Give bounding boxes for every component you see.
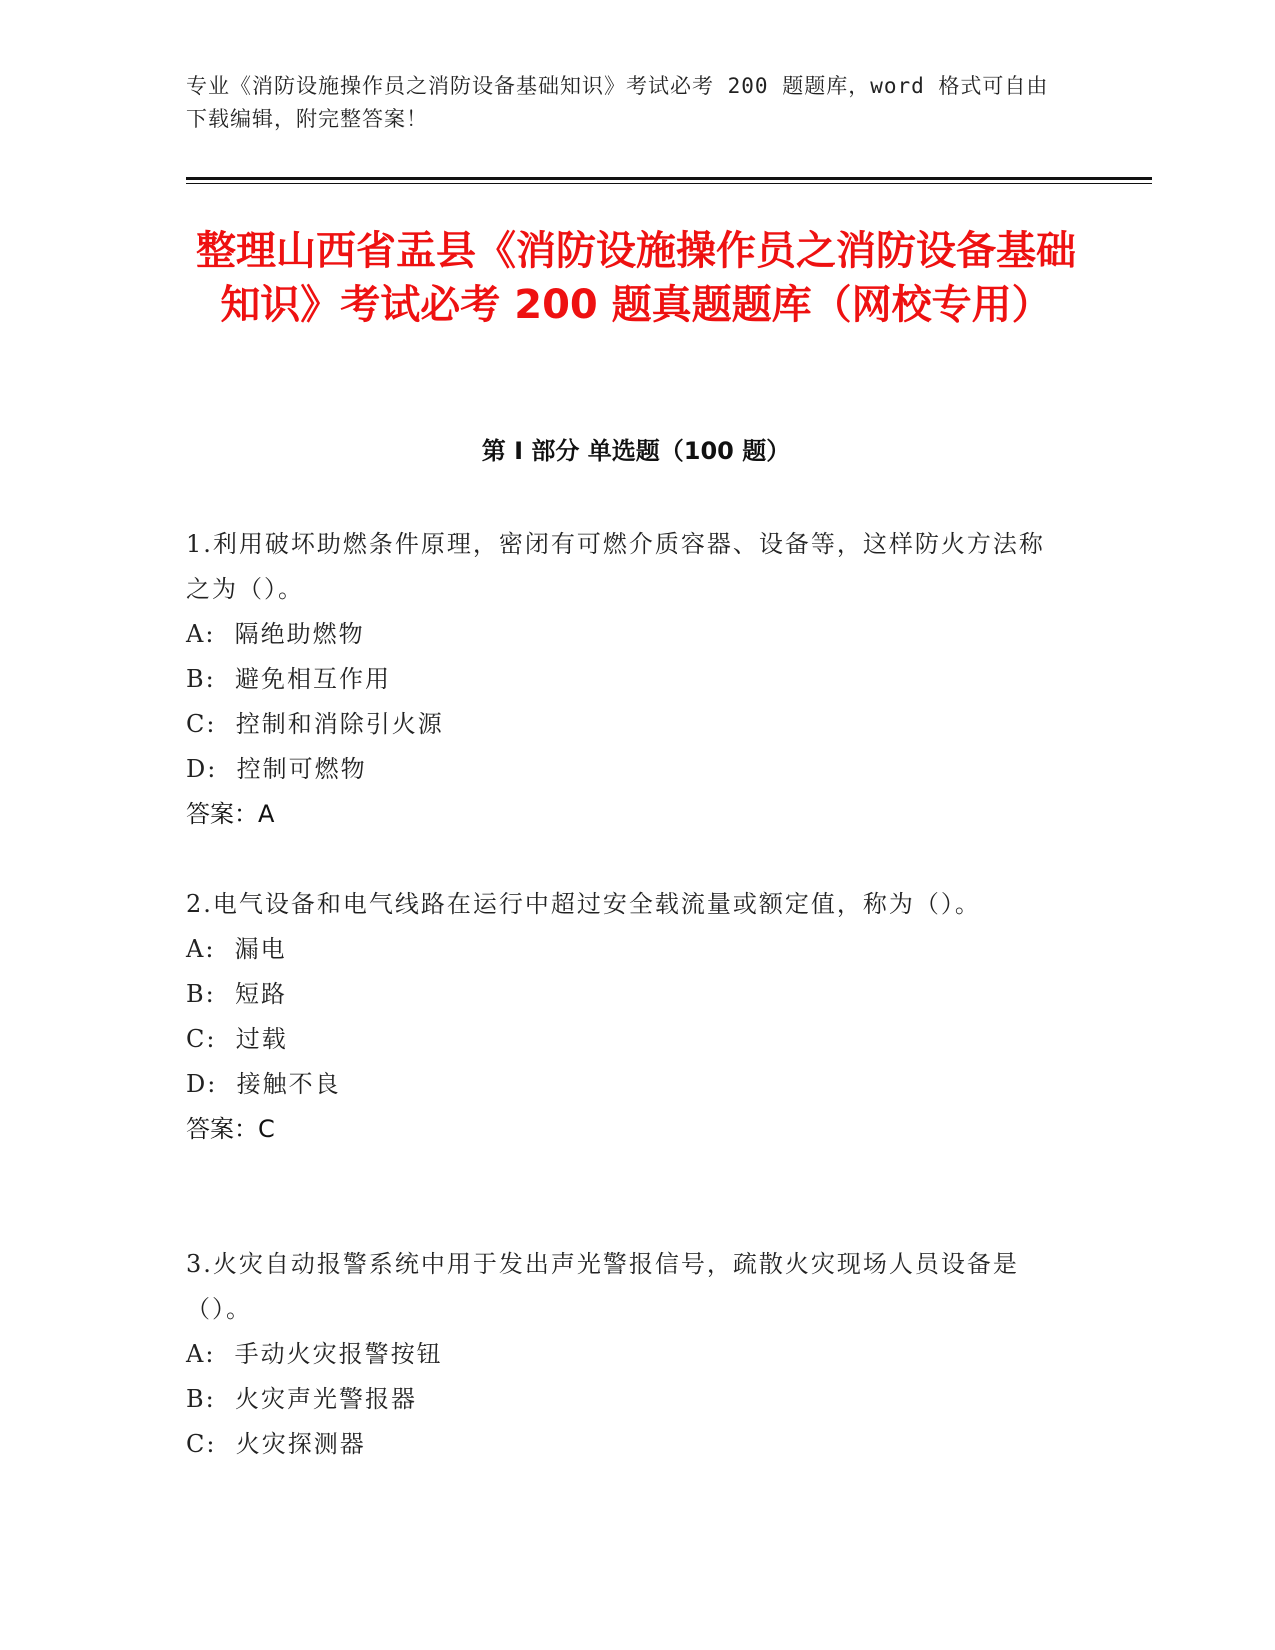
question-3-option-b: B: 火灾声光警报器 xyxy=(186,1385,417,1413)
question-2 xyxy=(186,882,1066,1152)
question-3-option-c: C: 火灾探测器 xyxy=(186,1430,366,1458)
question-2-option-a: A: 漏电 xyxy=(186,935,287,963)
question-1-answer: 答案：A xyxy=(186,800,275,828)
header-note: 专业《消防设施操作员之消防设备基础知识》考试必考 200 题题库，word 格式可自由下载编辑，附完整答案！ xyxy=(186,74,1049,131)
question-3-text: 3.火灾自动报警系统中用于发出声光警报信号，疏散火灾现场人员设备是（）。 xyxy=(186,1250,1019,1323)
question-2-answer: 答案：C xyxy=(186,1115,275,1143)
question-3 xyxy=(186,1242,1066,1467)
question-2-option-b: B: 短路 xyxy=(186,980,287,1008)
question-2-text: 2.电气设备和电气线路在运行中超过安全载流量或额定值，称为（）。 xyxy=(186,890,981,918)
header-divider-thin xyxy=(186,183,1152,184)
question-1 xyxy=(186,522,1066,837)
document-title: 整理山西省盂县《消防设施操作员之消防设备基础知识》考试必考 200 题真题题库（网校专用） xyxy=(196,228,1076,328)
question-1-option-c: C: 控制和消除引火源 xyxy=(186,710,444,738)
section-heading: 第 I 部分 单选题（100 题） xyxy=(481,437,791,465)
question-1-option-b: B: 避免相互作用 xyxy=(186,665,391,693)
question-1-option-a: A: 隔绝助燃物 xyxy=(186,620,365,648)
question-3-option-a: A: 手动火灾报警按钮 xyxy=(186,1340,443,1368)
question-1-option-d: D: 控制可燃物 xyxy=(186,755,367,783)
header-divider-thick xyxy=(186,177,1152,180)
question-2-option-c: C: 过载 xyxy=(186,1025,288,1053)
question-2-option-d: D: 接触不良 xyxy=(186,1070,341,1098)
question-1-text: 1.利用破坏助燃条件原理，密闭有可燃介质容器、设备等，这样防火方法称之为（）。 xyxy=(186,530,1045,603)
